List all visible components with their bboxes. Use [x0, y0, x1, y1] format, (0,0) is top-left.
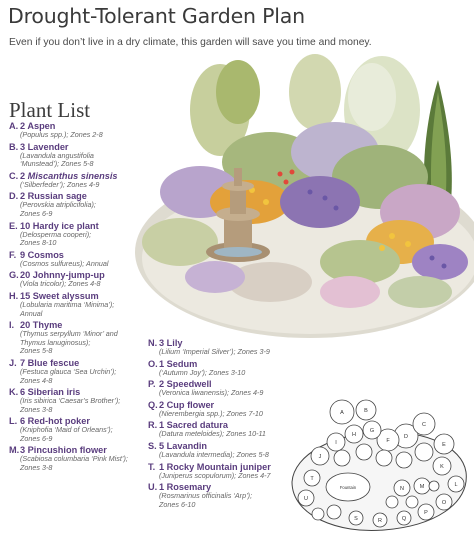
plant-description: (Kniphofia ‘Maid of Orleans’); — [20, 425, 113, 435]
plant-description: (Festuca glauca ‘Sea Urchin’); — [20, 366, 117, 376]
plant-letter: D. — [9, 191, 19, 202]
plant-letter: P. — [148, 379, 156, 390]
plant-name: 1 Rocky Mountain juniper — [159, 461, 271, 472]
plant-letter: F. — [9, 249, 17, 260]
diagram-label: E — [442, 442, 446, 448]
plant-name: 1 Sacred datura — [159, 420, 228, 431]
plant-description: (Iris sibirica ‘Caesar’s Brother’); — [20, 396, 121, 406]
plant-description: (Viola tricolor); Zones 4-8 — [20, 279, 101, 289]
diagram-center-label: Fountain — [339, 485, 357, 490]
plant-list-heading: Plant List — [9, 98, 91, 122]
plant-name: 1 Rosemary — [159, 482, 212, 493]
plant-description: (Rosmarinus officinalis ‘Arp’); — [159, 491, 253, 501]
diagram-label: T — [310, 476, 314, 482]
plant-entry — [9, 171, 159, 190]
plant-name: 20 Johnny-jump-up — [20, 270, 105, 281]
diagram-label: S — [354, 516, 358, 522]
plant-entry — [9, 121, 159, 140]
plant-name: 3 Pincushion flower — [20, 445, 107, 456]
plant-name: 2 Aspen — [20, 121, 56, 131]
plant-entry — [9, 221, 159, 248]
diagram-label: G — [369, 428, 375, 434]
plant-letter: J. — [9, 357, 17, 368]
plant-description: (Cosmos sulfureus); Annual — [20, 258, 109, 268]
plant-letter: U. — [148, 482, 158, 493]
plant-description: ‘Munstead’); Zones 5-8 — [20, 159, 94, 169]
plant-letter: K. — [9, 387, 19, 398]
plant-description: (Delosperma cooperi); — [20, 229, 92, 239]
plant-letter: Q. — [148, 399, 158, 410]
plant-letter: L. — [9, 416, 18, 427]
plant-entry — [9, 416, 159, 443]
plant-description: Zones 3-8 — [20, 404, 53, 414]
plant-description: Zones 6-9 — [20, 208, 53, 218]
garden-illustration — [120, 52, 474, 348]
plant-letter: M. — [9, 445, 20, 456]
plant-description: Zones 5-8 — [20, 346, 53, 356]
plant-description: (Juniperus scopulorum); Zones 4-7 — [159, 470, 271, 480]
plant-name: 6 Red-hot poker — [20, 416, 90, 427]
plant-name: 15 Sweet alyssum — [20, 290, 99, 301]
diagram-label: Q — [401, 516, 407, 522]
plant-entry — [9, 445, 159, 472]
plant-letter: O. — [148, 358, 158, 369]
plant-letter: G. — [9, 270, 19, 281]
plant-description: (Populus spp.); Zones 2-8 — [20, 130, 103, 139]
plant-description: Zones 4-8 — [20, 375, 53, 385]
diagram-label: R — [378, 518, 382, 524]
plant-description: Thymus lanuginosus); — [20, 337, 91, 347]
plant-name: 5 Lavandin — [159, 440, 207, 451]
plant-description: (Datura meteloides); Zones 10-11 — [159, 429, 266, 439]
diagram-label: O — [441, 500, 447, 506]
plant-entry — [9, 270, 159, 289]
plant-name: 2 Russian sage — [20, 191, 87, 202]
plant-name: 10 Hardy ice plant — [20, 220, 99, 231]
plant-description: (Perovskia atriplicifolia); — [20, 200, 96, 210]
plant-name: 3 Lavender — [20, 141, 69, 152]
plant-name: 1 Sedum — [159, 358, 198, 369]
plant-entry — [148, 338, 308, 357]
plant-description: Zones 8-10 — [20, 238, 57, 248]
plant-letter: S. — [148, 440, 157, 451]
plant-description: (Veronica liwanensis); Zones 4-9 — [159, 388, 264, 398]
diagram-label: D — [404, 434, 408, 440]
plant-name: 6 Siberian iris — [20, 387, 81, 398]
diagram-label: B — [364, 408, 368, 414]
diagram-label: P — [424, 510, 428, 516]
plant-letter: I. — [9, 320, 15, 331]
plant-description: (Nierembergia spp.); Zones 7-10 — [159, 408, 263, 418]
plant-letter: R. — [148, 420, 158, 431]
plant-entry — [9, 191, 159, 218]
plant-name-italic: Miscanthus sinensis — [27, 170, 118, 181]
plant-description: (‘Silberfeder’); Zones 4-9 — [20, 179, 100, 189]
plant-letter: T. — [148, 461, 156, 472]
diagram-label: I — [335, 440, 337, 446]
plant-description: (Lavandula angustifolia — [20, 150, 94, 160]
plant-letter: A. — [9, 121, 19, 131]
diagram-label: J — [318, 454, 322, 460]
plant-letter: N. — [148, 338, 158, 348]
diagram-label: N — [400, 486, 404, 492]
plant-name: 20 Thyme — [20, 320, 63, 331]
plant-description: Zones 6-9 — [20, 433, 53, 443]
plant-letter: B. — [9, 141, 19, 152]
diagram-label: M — [419, 484, 425, 490]
diagram-label: C — [422, 422, 426, 428]
plant-description: (Thymus serpyllum ‘Minor’ and — [20, 329, 118, 339]
plant-description: (Scabiosa columbaria ‘Pink Mist’); — [20, 454, 128, 464]
plant-name: 9 Cosmos — [20, 249, 64, 260]
plant-entry — [9, 291, 159, 318]
diagram-label: A — [340, 410, 344, 416]
plant-name: 2 Cup flower — [159, 399, 215, 410]
plant-letter: H. — [9, 290, 19, 301]
plant-letter: E. — [9, 220, 18, 231]
plant-name: 2 Speedwell — [159, 379, 212, 390]
plant-letter: C. — [9, 170, 19, 181]
plant-entry — [9, 142, 159, 169]
diagram-label: U — [304, 496, 308, 502]
diagram-label: K — [440, 464, 444, 470]
plant-entry — [9, 320, 159, 356]
plant-description: (Lobularia maritima ‘Minima’); — [20, 299, 115, 309]
plant-description: (Lavandula intermedia); Zones 5-8 — [159, 449, 269, 459]
plant-description: Zones 6-10 — [159, 499, 196, 509]
diagram-label: H — [352, 432, 356, 438]
plant-description: (‘Autumn Joy’); Zones 3-10 — [159, 367, 246, 377]
plant-name: 7 Blue fescue — [20, 357, 80, 368]
plant-entry — [148, 359, 308, 378]
plant-description: Zones 3-8 — [20, 463, 53, 473]
plant-description: (Lilium ‘Imperial Silver’); Zones 3-9 — [159, 347, 270, 356]
plant-list-left — [9, 121, 159, 475]
plant-entry — [9, 387, 159, 414]
diagram-label: F — [386, 438, 390, 444]
page-title: Drought-Tolerant Garden Plan — [8, 4, 305, 28]
plant-entry — [9, 358, 159, 385]
planting-diagram — [284, 394, 472, 544]
plant-description: Annual — [20, 308, 43, 318]
plant-name-count: 2 — [20, 170, 28, 181]
diagram-label: L — [454, 482, 458, 488]
plant-name: 3 Lily — [159, 338, 183, 348]
page-subtitle: Even if you don’t live in a dry climate, this garden will save you time and money. — [9, 37, 372, 48]
plant-entry — [9, 250, 159, 269]
